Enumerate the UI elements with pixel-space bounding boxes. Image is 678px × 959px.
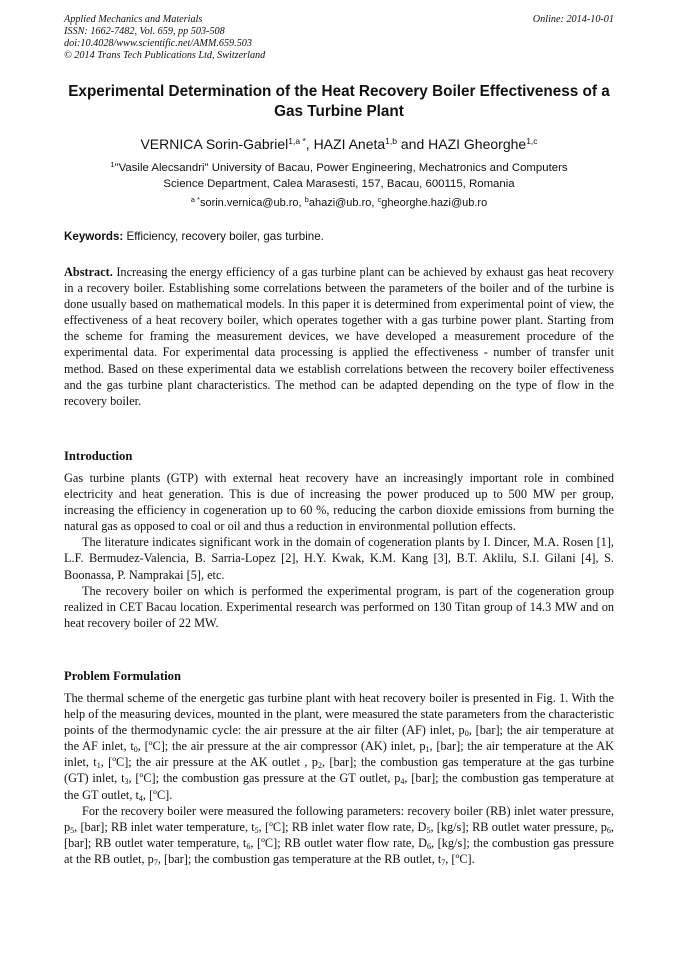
subscript: 5	[254, 825, 259, 835]
subscript: 3	[124, 777, 129, 787]
abstract	[64, 264, 614, 409]
paragraph	[64, 690, 614, 803]
problem-body	[64, 690, 614, 867]
introduction-body	[64, 470, 614, 631]
online-date: Online: 2014-10-01	[532, 14, 614, 25]
text-run: , [bar]; the combustion gas temperature at the RB outlet, t	[157, 851, 442, 866]
subscript: 4	[138, 793, 143, 803]
email-mark: b	[304, 195, 309, 204]
email: sorin.vernica@ub.ro,	[199, 197, 305, 209]
email: gheorghe.hazi@ub.ro	[381, 197, 488, 209]
text-run: , [bar]; the air temperature at the AF inlet, t	[64, 723, 614, 754]
subscript: 6	[606, 825, 611, 835]
journal-copyright: © 2014 Trans Tech Publications Ltd, Switzerland	[64, 50, 266, 61]
author-list	[64, 132, 614, 153]
text-run: , [ºC].	[445, 851, 475, 866]
paragraph: Gas turbine plants (GTP) with external heat recovery have an increasingly important role in combined electricity and heat generation. This is due of increasing the power produced up to 500 MW per group, increasing the efficiency in cogeneration up to 60 %, reducing the carbon dioxide emissions from burning the natural gas as opposed to coal or oil and thus a reduction in environmental pollution effects.	[64, 471, 614, 534]
text-run: , [ºC]; the air pressure at the AK outlet , p	[100, 755, 318, 770]
journal-name: Applied Mechanics and Materials	[64, 14, 203, 25]
subscript: 1	[425, 745, 430, 755]
keywords	[64, 229, 614, 245]
subscript: 0	[464, 729, 469, 739]
subscript: 6	[426, 841, 431, 851]
author-affil-mark: 1,b	[385, 136, 397, 146]
author-name: and HAZI Gheorghe	[397, 136, 527, 152]
journal-issn: ISSN: 1662-7482, Vol. 659, pp 503-508	[64, 26, 225, 37]
text-run: , [ºC].	[142, 787, 173, 802]
affil-mark: 1	[110, 160, 115, 169]
text-run: , [ºC]; the air pressure at the air compressor (AK) inlet, p	[137, 739, 426, 754]
abstract-label: Abstract.	[64, 265, 113, 279]
paragraph	[64, 803, 614, 867]
keywords-text: Efficiency, recovery boiler, gas turbine.	[123, 230, 324, 243]
abstract-text: Increasing the energy efficiency of a gas turbine plant can be achieved by exhaust gas heat recovery in a recovery boiler. Establishing some correlations between the parameters of the boiler and of the turbine is done usually based on mathematical models. In this paper it is determined from experimental point of view, the effectiveness of a heat recovery boiler, which operates together with a gas turbine power plant. Starting from the scheme for framing the measurement devices, we have developed a measurement procedure of the experimental data. For experimental data processing is applied the effectiveness - number of transfer unit method. Based on these experimental data we establish correlations between the recovery boiler effectiveness and the gas turbine plant characteristics. The method can be adapted depending on the type of flow in the recovery boiler.	[64, 265, 614, 408]
text-run: , [bar]; the combustion gas temperature at the gas turbine (GT) inlet, t	[64, 755, 614, 786]
text-run: , [ºC]; RB inlet water flow rate, D	[258, 819, 427, 834]
text-run: , [bar]; RB outlet water temperature, t	[64, 819, 614, 850]
text-run: , [ºC]; RB outlet water flow rate, D	[250, 835, 427, 850]
subscript: 5	[426, 825, 431, 835]
text-run: The thermal scheme of the energetic gas turbine plant with heat recovery boiler is presented in Fig. 1. With the help of the measuring devices, mounted in the plant, were measured the state parameters from the characteristic points of the thermodynamic cycle: the air pressure at the air filter (AF) inlet, p	[64, 691, 614, 738]
author-affil-mark: 1,a *	[288, 136, 306, 146]
subscript: 6	[246, 841, 251, 851]
subscript: 7	[153, 857, 158, 867]
author-emails	[64, 192, 614, 211]
author-name: , HAZI Aneta	[305, 136, 386, 152]
affiliation	[64, 157, 614, 192]
text-run: , [kg/s]; the combustion gas pressure at the RB outlet, p	[64, 835, 614, 866]
text-run: , [bar]; the air temperature at the AK inlet, t	[64, 739, 614, 770]
affil-line: "Vasile Alecsandri" University of Bacau, Power Engineering, Mechatronics and Computers	[114, 162, 568, 174]
text-run: , [bar]; RB inlet water temperature, t	[74, 819, 255, 834]
subscript: 4	[400, 777, 405, 787]
subscript: 5	[70, 825, 75, 835]
journal-header	[64, 14, 614, 62]
affil-line: Science Department, Calea Marasesti, 157, Bacau, 600115, Romania	[163, 178, 515, 190]
section-heading-problem-formulation: Problem Formulation	[64, 669, 181, 683]
section-heading-introduction: Introduction	[64, 449, 133, 463]
text-run: For the recovery boiler were measured the following parameters: recovery boiler (RB) inlet water pressure, p	[64, 803, 614, 834]
text-run: , [bar]; the combustion gas temperature at the GT outlet, t	[64, 771, 615, 802]
subscript: 1	[96, 761, 101, 771]
email: ahazi@ub.ro,	[308, 197, 378, 209]
journal-doi: doi:10.4028/www.scientific.net/AMM.659.503	[64, 38, 252, 49]
keywords-label: Keywords:	[64, 230, 124, 243]
author-name: VERNICA Sorin-Gabriel	[140, 136, 289, 152]
text-run: , [kg/s]; RB outlet water pressure, p	[430, 819, 607, 834]
paragraph: The recovery boiler on which is performed the experimental program, is part of the cogeneration group realized in CET Bacau location. Experimental research was performed on 130 Titan group of 14.3 MW and on heat recovery boiler of 22 MW.	[64, 583, 614, 630]
email-mark: c	[377, 195, 382, 204]
subscript: 0	[133, 745, 138, 755]
subscript: 2	[317, 761, 322, 771]
subscript: 7	[441, 857, 446, 867]
email-mark: a *	[190, 195, 200, 204]
text-run: , [ºC]; the combustion gas pressure at the GT outlet, p	[128, 771, 401, 786]
paragraph: The literature indicates significant work in the domain of cogeneration plants by I. Dincer, M.A. Rosen [1], L.F. Bermudez-Valencia, B. Sarria-Lopez [2], H.Y. Kwak, K.M. Kang [3], B.T. Aklilu, S.I. Gilani [4], S. Boonassa, P. Namprakai [5], etc.	[64, 535, 614, 582]
author-affil-mark: 1,c	[526, 136, 538, 146]
paper-title: Experimental Determination of the Heat Recovery Boiler Effectiveness of a Gas Turbine Plant	[68, 83, 610, 120]
